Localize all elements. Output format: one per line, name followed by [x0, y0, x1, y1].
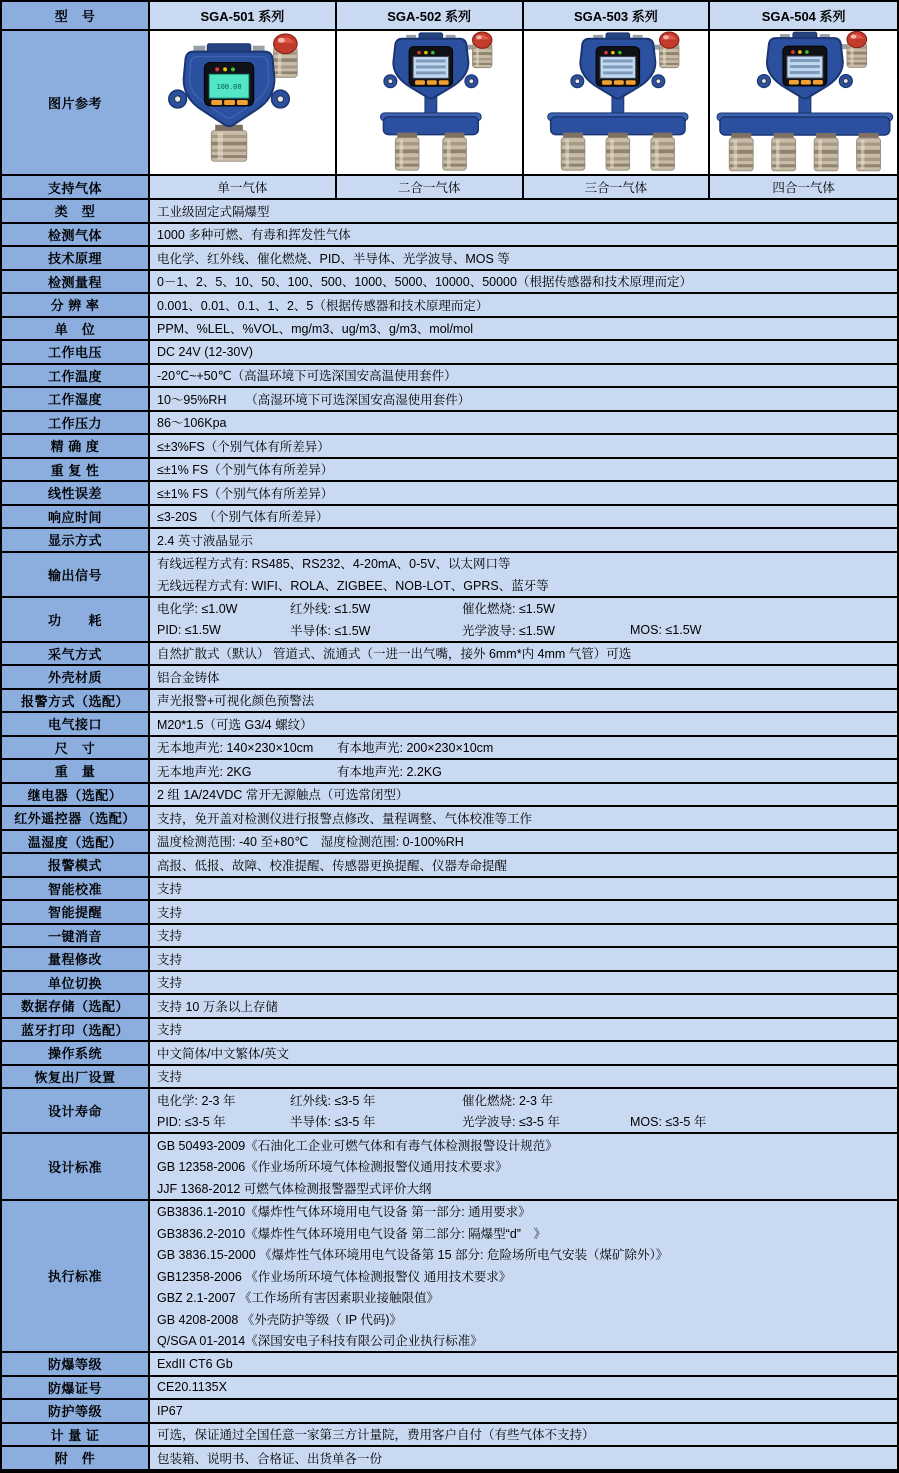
product-image-sga-503 [524, 31, 711, 174]
spec-value-line: 包装箱、说明书、合格证、出货单各一份 [157, 1451, 383, 1466]
brass-sensor-probe [442, 138, 466, 171]
brass-sensor-probe [772, 138, 796, 171]
spec-row-label: 恢复出厂设置 [2, 1066, 150, 1088]
spec-row-label: 报警模式 [2, 854, 150, 876]
spec-value-segment: 半导体: ≤3-5 年 [290, 1115, 376, 1130]
spec-row-value [150, 388, 897, 410]
spec-row-label: 功 耗 [2, 598, 150, 641]
spec-row-label: 线性误差 [2, 482, 150, 504]
spec-row-label: 检测气体 [2, 224, 150, 246]
spec-row [2, 901, 897, 925]
spec-value-line: 86～106Kpa [157, 416, 227, 431]
spec-value-line: 工业级固定式隔爆型 [157, 204, 270, 219]
spec-value-segment: PID: ≤1.5W [157, 622, 221, 637]
spec-row-value [150, 1353, 897, 1375]
spec-row-value [150, 807, 897, 829]
spec-value-line: 支持 [157, 976, 183, 991]
spec-value-line: 有线远程方式有: RS485、RS232、4-20mA、0-5V、以太网口等 [157, 557, 511, 572]
model-name-sga-504: SGA-504 系列 [710, 2, 897, 29]
spec-row [2, 995, 897, 1019]
spec-value-line: 支持 10 万条以上存储 [157, 999, 278, 1014]
spec-row [2, 365, 897, 389]
spec-row-value [150, 1377, 897, 1399]
spec-row-value [150, 598, 897, 641]
spec-row-label: 输出信号 [2, 553, 150, 596]
spec-value-segment: 光学波导: ≤3-5 年 [462, 1115, 560, 1130]
spec-value-line: ExdII CT6 Gb [157, 1356, 233, 1371]
spec-value-line: 无线远程方式有: WIFI、ROLA、ZIGBEE、NOB-LOT、GPRS、蓝牙等 [157, 578, 549, 593]
spec-value-line: GB 12358-2006《作业场所环境气体检测报警仪通用技术要求》 [157, 1160, 508, 1175]
spec-row-label: 精 确 度 [2, 435, 150, 457]
model-header-row [2, 2, 897, 31]
spec-row-value [150, 247, 897, 269]
spec-value-segment: MOS: ≤3-5 年 [630, 1115, 707, 1130]
spec-value-line: 2.4 英寸液晶显示 [157, 533, 253, 548]
spec-value-line: 铝合金铸体 [157, 670, 220, 685]
spec-row-value [150, 1447, 897, 1469]
spec-row-label: 附 件 [2, 1447, 150, 1469]
spec-row-label: 外壳材质 [2, 666, 150, 688]
spec-row-value [150, 459, 897, 481]
spec-row-label: 一键消音 [2, 925, 150, 947]
spec-row-value [150, 1066, 897, 1088]
spec-row-value [150, 737, 897, 759]
spec-row-value [150, 271, 897, 293]
spec-row-label: 设计标准 [2, 1134, 150, 1199]
spec-value-segment: 有本地声光: 2.2KG [337, 764, 442, 779]
spec-row-label: 智能校准 [2, 878, 150, 900]
alarm-beacon-icon [847, 31, 867, 67]
spec-row-label: 操作系统 [2, 1042, 150, 1064]
spec-row [2, 925, 897, 949]
spec-value-line: ≤±1% FS（个别气体有所差异） [157, 463, 334, 478]
spec-row-label: 显示方式 [2, 529, 150, 551]
spec-value-line: DC 24V (12-30V) [157, 344, 253, 359]
spec-row-label: 温湿度（选配） [2, 831, 150, 853]
spec-value-line [157, 1089, 893, 1111]
spec-row-label: 单 位 [2, 318, 150, 340]
spec-row-label: 工作温度 [2, 365, 150, 387]
brass-sensor-probe [606, 138, 630, 171]
spec-value-segment: 催化燃烧: 2-3 年 [462, 1093, 553, 1108]
alarm-beacon-icon [273, 34, 297, 77]
brass-sensor-probe [729, 138, 753, 171]
spec-row-label: 电气接口 [2, 713, 150, 735]
spec-row-label: 红外遥控器（选配） [2, 807, 150, 829]
spec-value-line: 电化学、红外线、催化燃烧、PID、半导体、光学波导、MOS 等 [157, 251, 510, 266]
spec-row-label: 智能提醒 [2, 901, 150, 923]
spec-row [2, 878, 897, 902]
spec-value-line: 可选，保证通过全国任意一家第三方计量院，费用客户自付（有些气体不支持） [157, 1428, 595, 1443]
spec-row-label: 工作压力 [2, 412, 150, 434]
spec-row-value [150, 854, 897, 876]
spec-value-line: GB 50493-2009《石油化工企业可燃气体和有毒气体检测报警设计规范》 [157, 1138, 558, 1153]
spec-value-line: GB 3836.15-2000 《爆炸性气体环境用电气设备第 15 部分: 危险场所电气安装（煤矿除外）》 [157, 1248, 669, 1263]
spec-row-label: 执行标准 [2, 1201, 150, 1352]
spec-row-label: 计 量 证 [2, 1424, 150, 1446]
spec-row-value [150, 1089, 897, 1132]
image-reference-row [2, 31, 897, 176]
spec-value-line: CE20.1135X [157, 1380, 227, 1395]
spec-row-value [150, 1134, 897, 1199]
spec-value-line: 支持 [157, 929, 183, 944]
spec-value-line: M20*1.5（可选 G3/4 螺纹） [157, 717, 313, 732]
brass-sensor-probe [211, 131, 247, 162]
spec-row-value [150, 666, 897, 688]
spec-value-segment: 红外线: ≤3-5 年 [290, 1093, 376, 1108]
spec-row [2, 1201, 897, 1354]
spec-row [2, 1353, 897, 1377]
spec-row-value [150, 1042, 897, 1064]
spec-row-label: 数据存储（选配） [2, 995, 150, 1017]
spec-value-line: Q/SGA 01-2014《深国安电子科技有限公司企业执行标准》 [157, 1334, 483, 1349]
product-image-sga-504 [710, 31, 897, 174]
spec-value-line: IP67 [157, 1403, 183, 1418]
spec-row-value [150, 995, 897, 1017]
spec-value-line: 1000 多种可燃、有毒和挥发性气体 [157, 228, 351, 243]
spec-value-line: JJF 1368-2012 可燃气体检测报警器型式评价大纲 [157, 1181, 432, 1196]
spec-row-label: 检测量程 [2, 271, 150, 293]
spec-value-line: GB12358-2006 《作业场所环境气体检测报警仪 通用技术要求》 [157, 1269, 512, 1284]
spec-row-label: 防爆证号 [2, 1377, 150, 1399]
spec-row-label: 分 辨 率 [2, 294, 150, 316]
spec-value-segment: 无本地声光: 140×230×10cm [157, 741, 314, 756]
spec-value-segment: PID: ≤3-5 年 [157, 1115, 226, 1130]
brass-sensor-probe [395, 138, 419, 171]
spec-row [2, 1019, 897, 1043]
spec-value-line: 支持 [157, 952, 183, 967]
spec-value-line: 0.001、0.01、0.1、1、2、5（根据传感器和技术原理而定） [157, 298, 489, 313]
support-row-label: 支持气体 [2, 176, 150, 198]
spec-row [2, 247, 897, 271]
spec-row-label: 技术原理 [2, 247, 150, 269]
model-name-sga-503: SGA-503 系列 [524, 2, 711, 29]
spec-value-line: 高报、低报、故障、校准提醒、传感器更换提醒、仪器寿命提醒 [157, 858, 508, 873]
spec-row-value [150, 224, 897, 246]
spec-row [2, 1424, 897, 1448]
spec-row-value [150, 200, 897, 222]
spec-value-segment: 半导体: ≤1.5W [290, 623, 371, 638]
brass-sensor-probe [857, 138, 881, 171]
spec-row-value [150, 1424, 897, 1446]
spec-row [2, 529, 897, 553]
spec-row [2, 388, 897, 412]
alarm-beacon-icon [659, 32, 678, 68]
spec-value-line: 2 组 1A/24VDC 常开无源触点（可选常闭型） [157, 788, 409, 803]
support-value-2: 二合一气体 [337, 176, 524, 198]
spec-row [2, 1400, 897, 1424]
spec-row [2, 807, 897, 831]
spec-row-label: 防护等级 [2, 1400, 150, 1422]
support-value-3: 三合一气体 [524, 176, 711, 198]
spec-row [2, 643, 897, 667]
spec-value-line: 支持 [157, 905, 183, 920]
spec-value-segment: 催化燃烧: ≤1.5W [462, 602, 555, 617]
spec-row-value [150, 365, 897, 387]
spec-value-line: PPM、%LEL、%VOL、mg/m3、ug/m3、g/m3、mol/mol [157, 322, 474, 337]
spec-row-label: 防爆等级 [2, 1353, 150, 1375]
spec-row-value [150, 713, 897, 735]
spec-row [2, 318, 897, 342]
spec-value-line: 10～95%RH （高湿环境下可选深国安高湿使用套件） [157, 392, 471, 407]
spec-row [2, 271, 897, 295]
header-label-model: 型 号 [2, 2, 150, 29]
spec-row-label: 尺 寸 [2, 737, 150, 759]
spec-row [2, 854, 897, 878]
spec-value-segment: 红外线: ≤1.5W [290, 602, 371, 617]
spec-row-value [150, 643, 897, 665]
spec-row [2, 690, 897, 714]
spec-row [2, 412, 897, 436]
brass-sensor-probe [650, 138, 674, 171]
spec-row [2, 1447, 897, 1471]
spec-row [2, 482, 897, 506]
spec-value-line: 支持 [157, 882, 183, 897]
spec-row-label: 单位切换 [2, 972, 150, 994]
spec-row-label: 类 型 [2, 200, 150, 222]
spec-value-line: 支持 [157, 1023, 183, 1038]
spec-value-line: 支持 [157, 1070, 183, 1085]
spec-row [2, 784, 897, 808]
spec-value-segment: 光学波导: ≤1.5W [462, 623, 555, 638]
product-image-sga-501 [150, 31, 337, 174]
spec-row [2, 831, 897, 855]
spec-row-label: 继电器（选配） [2, 784, 150, 806]
spec-row [2, 948, 897, 972]
spec-row-label: 重 复 性 [2, 459, 150, 481]
spec-row-value [150, 318, 897, 340]
spec-value-segment: 有本地声光: 200×230×10cm [337, 741, 494, 756]
spec-value-line: 中文简体/中文繁体/英文 [157, 1046, 289, 1061]
alarm-beacon-icon [472, 32, 491, 68]
spec-row-label: 工作湿度 [2, 388, 150, 410]
spec-value-line: 自然扩散式（默认） 管道式、流通式（一进一出气嘴，接外 6mm*内 4mm 气管）可选 [157, 647, 632, 662]
spec-value-line: ≤±3%FS（个别气体有所差异） [157, 439, 330, 454]
spec-value-line: 温度检测范围: -40 至+80℃ 湿度检测范围: 0-100%RH [157, 835, 464, 850]
support-value-4: 四合一气体 [710, 176, 897, 198]
spec-row-label: 报警方式（选配） [2, 690, 150, 712]
spec-row-value [150, 1201, 897, 1352]
spec-value-line [157, 598, 893, 620]
spec-value-line: 0－1、2、5、10、50、100、500、1000、5000、10000、50000（根据传感器和技术原理而定） [157, 275, 692, 290]
spec-row [2, 435, 897, 459]
image-row-label: 图片参考 [2, 31, 150, 174]
spec-row [2, 598, 897, 643]
spec-value-segment: MOS: ≤1.5W [630, 622, 702, 637]
spec-row-label: 蓝牙打印（选配） [2, 1019, 150, 1041]
spec-row-value [150, 831, 897, 853]
spec-row [2, 294, 897, 318]
spec-row [2, 666, 897, 690]
spec-row [2, 553, 897, 598]
spec-row [2, 506, 897, 530]
spec-row-value [150, 341, 897, 363]
product-image-sga-502 [337, 31, 524, 174]
spec-row [2, 341, 897, 365]
spec-row [2, 713, 897, 737]
spec-row-value [150, 878, 897, 900]
spec-row [2, 1089, 897, 1134]
spec-row-label: 设计寿命 [2, 1089, 150, 1132]
spec-value-line: 声光报警+可视化颜色预警法 [157, 694, 315, 709]
spec-row-label: 重 量 [2, 760, 150, 782]
spec-row-value [150, 760, 897, 782]
spec-row-label: 工作电压 [2, 341, 150, 363]
spec-row-label: 量程修改 [2, 948, 150, 970]
spec-value-line: GB3836.1-2010《爆炸性气体环境用电气设备 第一部分: 通用要求》 [157, 1205, 531, 1220]
spec-row [2, 760, 897, 784]
spec-row [2, 1377, 897, 1401]
spec-row-value [150, 482, 897, 504]
spec-row-label: 响应时间 [2, 506, 150, 528]
spec-row [2, 1042, 897, 1066]
spec-value-segment: 电化学: 2-3 年 [157, 1093, 236, 1108]
spec-row-value [150, 1400, 897, 1422]
spec-row-value [150, 412, 897, 434]
brass-sensor-probe [561, 138, 585, 171]
spec-value-line [157, 619, 893, 641]
spec-row-value [150, 784, 897, 806]
spec-value-line [157, 760, 893, 782]
model-name-sga-501: SGA-501 系列 [150, 2, 337, 29]
spec-value-line: ≤3-20S （个别气体有所差异） [157, 510, 329, 525]
support-value-1: 单一气体 [150, 176, 337, 198]
spec-value-line [157, 1111, 893, 1133]
spec-row-value [150, 690, 897, 712]
spec-value-line: GB3836.2-2010《爆炸性气体环境用电气设备 第二部分: 隔爆型“d” 》 [157, 1226, 546, 1241]
spec-row [2, 972, 897, 996]
brass-sensor-probe [814, 138, 838, 171]
spec-row-value [150, 925, 897, 947]
spec-value-line: 支持，免开盖对检测仪进行报警点修改、量程调整、气体校准等工作 [157, 811, 533, 826]
spec-value-line [157, 737, 893, 759]
spec-row-label: 采气方式 [2, 643, 150, 665]
spec-value-line: GBZ 2.1-2007 《工作场所有害因素职业接触限值》 [157, 1291, 439, 1306]
supported-gas-row [2, 176, 897, 200]
spec-row-value [150, 529, 897, 551]
spec-value-line: ≤±1% FS（个别气体有所差异） [157, 486, 334, 501]
spec-rows [2, 200, 897, 1471]
spec-value-segment: 无本地声光: 2KG [157, 764, 252, 779]
spec-row [2, 1134, 897, 1201]
spec-row-value [150, 294, 897, 316]
spec-row-value [150, 901, 897, 923]
svg-text:100.00: 100.00 [216, 83, 242, 92]
spec-row-value [150, 553, 897, 596]
spec-row-value [150, 948, 897, 970]
spec-row [2, 224, 897, 248]
spec-value-line: GB 4208-2008 《外壳防护等级（ IP 代码)》 [157, 1312, 402, 1327]
model-name-sga-502: SGA-502 系列 [337, 2, 524, 29]
spec-row [2, 1066, 897, 1090]
spec-row [2, 737, 897, 761]
spec-row-value [150, 506, 897, 528]
spec-row-value [150, 1019, 897, 1041]
spec-row [2, 200, 897, 224]
spec-row-value [150, 972, 897, 994]
spec-row [2, 459, 897, 483]
spec-value-segment: 电化学: ≤1.0W [157, 602, 238, 617]
spec-value-line: -20℃~+50℃（高温环境下可选深国安高温使用套件） [157, 369, 457, 384]
spec-row-value [150, 435, 897, 457]
